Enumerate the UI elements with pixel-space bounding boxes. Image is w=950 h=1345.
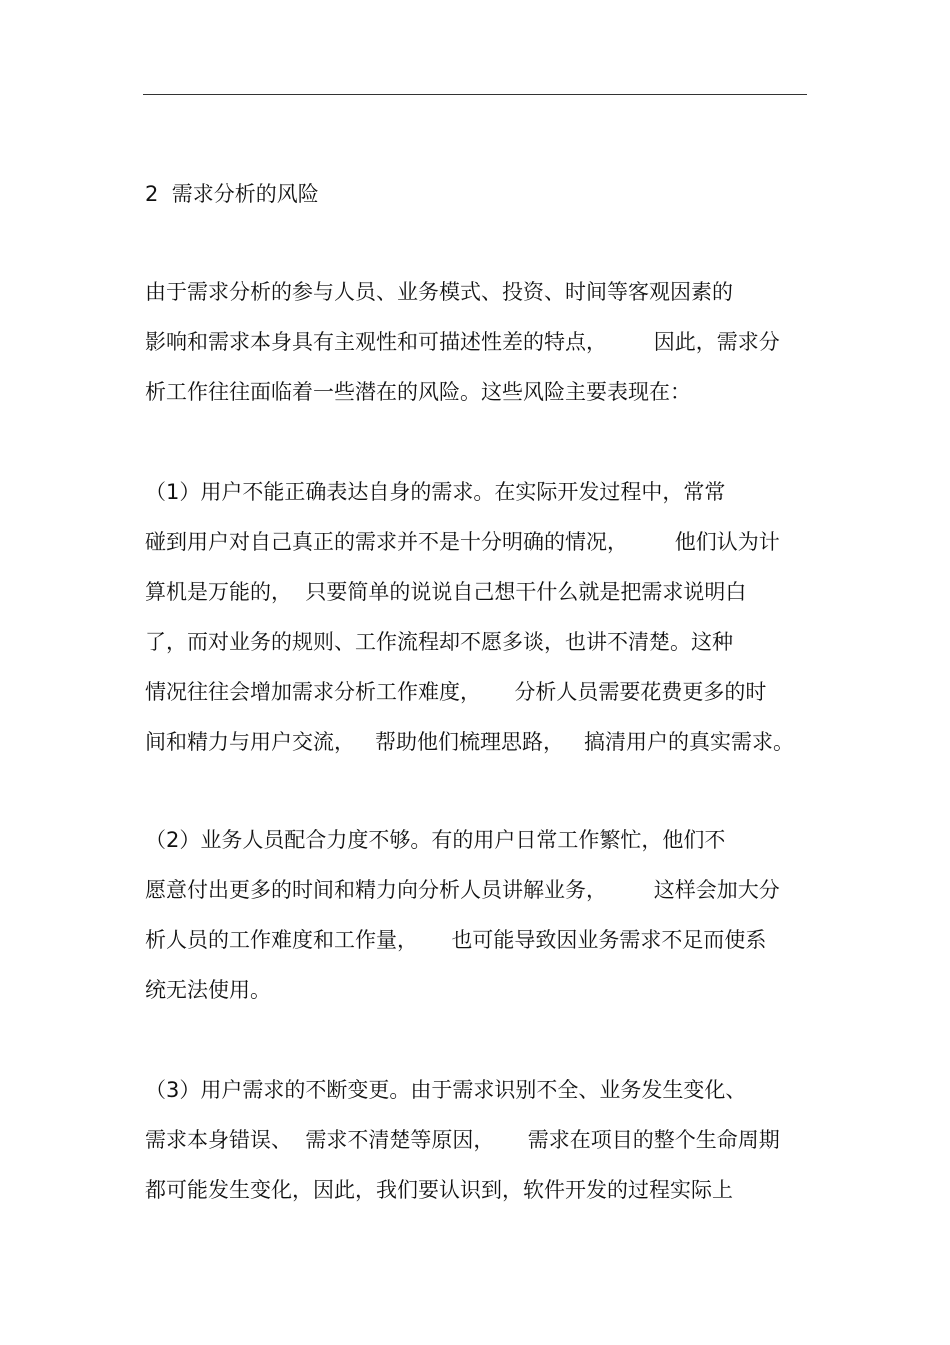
risk1-line-6: 间和精力与用户交流， 帮助他们梳理思路， 搞清用户的真实需求。 (145, 730, 795, 754)
risk1-line-1: （1）用户不能正确表达自身的需求。在实际开发过程中，常常 (145, 480, 726, 504)
risk2-line-2: 愿意付出更多的时间和精力向分析人员讲解业务， 这样会加大分 (145, 878, 780, 902)
intro-line-3: 析工作往往面临着一些潜在的风险。这些风险主要表现在： (145, 380, 691, 404)
risk3-line-1: （3）用户需求的不断变更。由于需求识别不全、业务发生变化、 (145, 1078, 747, 1102)
intro-line-2: 影响和需求本身具有主观性和可描述性差的特点， 因此，需求分 (145, 330, 780, 354)
risk1-line-2: 碰到用户对自己真正的需求并不是十分明确的情况， 他们认为计 (145, 530, 780, 554)
risk2-line-1: （2）业务人员配合力度不够。有的用户日常工作繁忙，他们不 (145, 828, 726, 852)
risk2-line-4: 统无法使用。 (145, 978, 271, 1002)
risk2-line-3: 析人员的工作难度和工作量， 也可能导致因业务需求不足而使系 (145, 928, 767, 952)
section-heading: 2 需求分析的风险 (145, 182, 319, 206)
risk1-line-4: 了，而对业务的规则、工作流程却不愿多谈，也讲不清楚。这种 (145, 630, 733, 654)
header-rule (143, 94, 807, 95)
intro-line-1: 由于需求分析的参与人员、业务模式、投资、时间等客观因素的 (145, 280, 733, 304)
risk1-line-5: 情况往往会增加需求分析工作难度， 分析人员需要花费更多的时 (145, 680, 767, 704)
risk3-line-2: 需求本身错误、 需求不清楚等原因， 需求在项目的整个生命周期 (145, 1128, 780, 1152)
risk3-line-3: 都可能发生变化，因此，我们要认识到，软件开发的过程实际上 (145, 1178, 733, 1202)
risk1-line-3: 算机是万能的， 只要简单的说说自己想干什么就是把需求说明白 (145, 580, 747, 604)
